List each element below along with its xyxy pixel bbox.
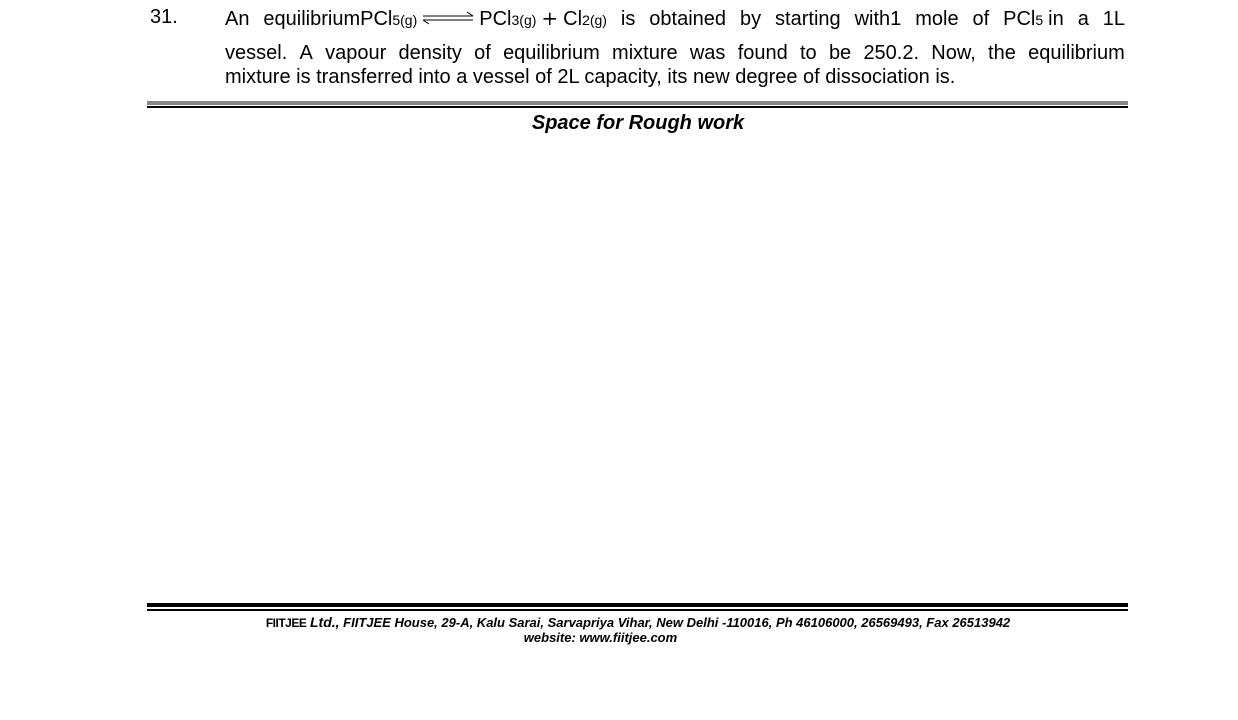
- rough-work-heading: Space for Rough work: [531, 112, 745, 134]
- word: equilibrium PCl 5(g) PCl 3(g) + Cl 2(g): [263, 6, 607, 30]
- word: equilibrium: [1028, 42, 1125, 64]
- word: A: [299, 42, 313, 64]
- word: to: [800, 42, 817, 64]
- word: obtained: [649, 8, 727, 30]
- brand-ltd: Ltd.,: [309, 614, 340, 630]
- word: found: [737, 42, 788, 64]
- footer-divider: [147, 609, 1128, 611]
- footer-website: website: www.fiitjee.com: [523, 630, 678, 645]
- brand-logo-text: FIITJEE: [265, 616, 307, 630]
- word: Now,: [931, 42, 976, 64]
- word: a: [1077, 8, 1089, 30]
- word: of: [972, 8, 990, 30]
- word: starting: [775, 8, 841, 30]
- word: with1: [854, 8, 902, 30]
- pcl5-formula: PCl 5 in: [1003, 8, 1064, 30]
- chemical-equation: PCl 5(g) PCl 3(g) + Cl 2(g): [360, 6, 607, 30]
- footer-divider: [147, 603, 1128, 607]
- divider: [147, 106, 1128, 108]
- equilibrium-arrow-icon: [421, 11, 475, 25]
- word: by: [739, 8, 762, 30]
- word: be: [828, 42, 852, 64]
- footer-address-line: [0, 614, 1238, 630]
- divider: [147, 101, 1128, 105]
- word: equilibrium: [503, 42, 600, 64]
- question-line-3: mixture is transferred into a vessel of 2L capacity, its new degree of dissociation is.: [225, 66, 956, 88]
- word: is: [620, 8, 636, 30]
- word: An: [225, 8, 250, 30]
- word: mole: [915, 8, 959, 30]
- footer-address: FIITJEE House, 29-A, Kalu Sarai, Sarvapriya Vihar, New Delhi -110016, Ph 46106000, 26569493, Fax 26513942: [343, 615, 1011, 630]
- word: 250.2.: [863, 42, 920, 64]
- word: of: [474, 42, 491, 64]
- word: was: [689, 42, 726, 64]
- word: vapour: [325, 42, 387, 64]
- question-line-1: [225, 6, 1125, 31]
- question-number: 31.: [150, 6, 178, 28]
- word: the: [988, 42, 1016, 64]
- word: 1L: [1102, 8, 1125, 30]
- word: density: [398, 42, 462, 64]
- question-line-2: [225, 42, 1125, 65]
- word: mixture: [612, 42, 678, 64]
- word: vessel.: [225, 42, 288, 64]
